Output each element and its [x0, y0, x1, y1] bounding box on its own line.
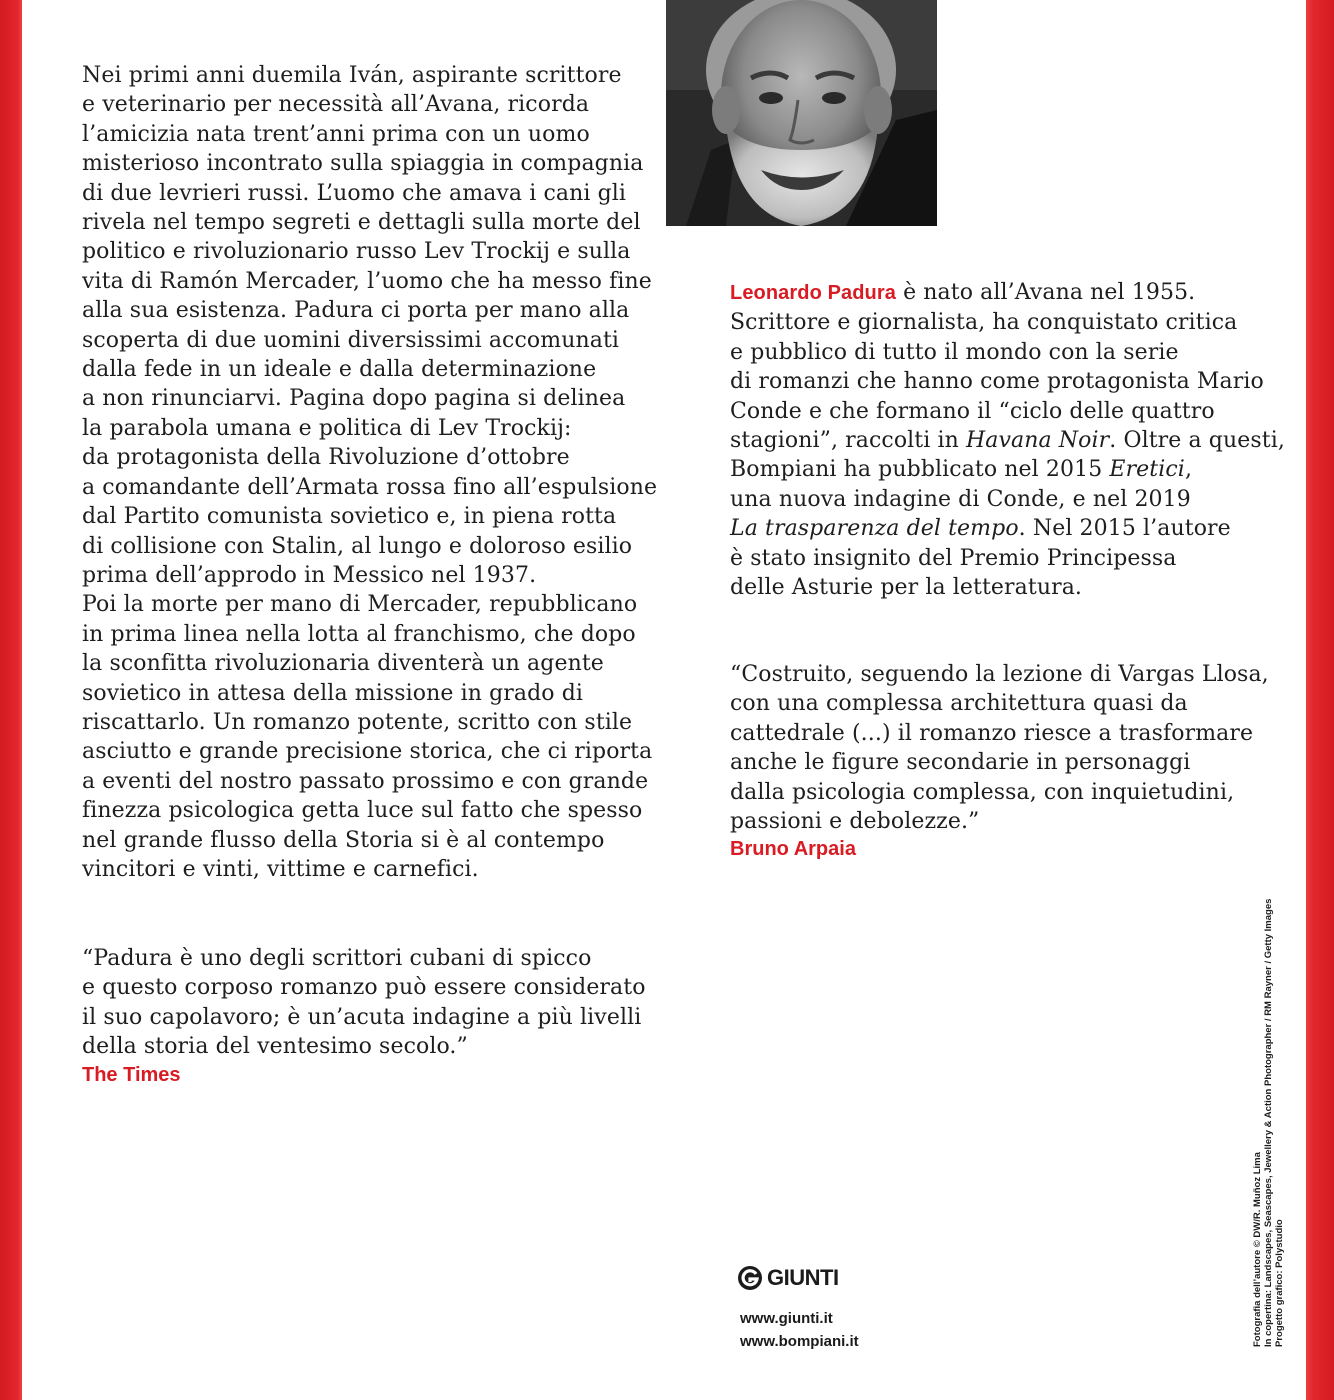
publisher-logo: [737, 1265, 839, 1291]
quote-line: con una complessa architettura quasi da: [730, 691, 1188, 717]
synopsis-line: la parabola umana e politica di Lev Trockij:: [82, 415, 572, 441]
synopsis-line: a comandante dell’Armata rossa fino all’espulsione: [82, 474, 658, 500]
synopsis-line: a eventi del nostro passato prossimo e con grande: [82, 768, 649, 794]
synopsis-line: misterioso incontrato sulla spiaggia in compagnia: [82, 151, 644, 177]
credit-line: Progetto grafico: Polystudio: [1274, 1219, 1285, 1347]
synopsis-line: Poi la morte per mano di Mercader, repubblicano: [82, 592, 638, 618]
synopsis-line: asciutto e grande precisione storica, che ci riporta: [82, 739, 653, 765]
quote-line: passioni e debolezze.”: [730, 809, 980, 835]
synopsis-line: Nei primi anni duemila Iván, aspirante scrittore: [82, 63, 622, 88]
image-credits: [1252, 899, 1285, 1347]
synopsis-line: prima dell’approdo in Messico nel 1937.: [82, 562, 537, 588]
giunti-g-icon: [737, 1265, 763, 1291]
synopsis-line: la sconfitta rivoluzionaria diventerà un agente: [82, 651, 604, 677]
bio-line: di romanzi che hanno come protagonista Mario: [730, 369, 1264, 395]
quote-line: della storia del ventesimo secolo.”: [82, 1034, 468, 1060]
bio-text: . Nel 2015 l’autore: [1018, 516, 1231, 542]
synopsis-line: di collisione con Stalin, al lungo e doloroso esilio: [82, 533, 633, 559]
bio-text: ,: [1184, 457, 1193, 483]
synopsis-line: in prima linea nella lotta al franchismo, che dopo: [82, 621, 636, 647]
bio-line: [730, 514, 1285, 543]
bio-text: stagioni”, raccolti in: [730, 428, 966, 454]
synopsis-line: da protagonista della Rivoluzione d’ottobre: [82, 445, 570, 471]
quote-line: e questo corposo romanzo può essere considerato: [82, 975, 646, 1001]
synopsis-line: vita di Ramón Mercader, l’uomo che ha messo fine: [82, 268, 652, 294]
quote-line: cattedrale (...) il romanzo riesce a trasformare: [730, 720, 1254, 746]
book-title: Eretici: [1109, 457, 1185, 483]
bio-line: [730, 278, 1285, 308]
book-title: Havana Noir: [965, 428, 1110, 454]
bio-line: delle Asturie per la letteratura.: [730, 575, 1083, 601]
publisher-url-bompiani[interactable]: www.bompiani.it: [740, 1333, 859, 1350]
synopsis-line: sovietico in attesa della missione in grado di: [82, 680, 584, 706]
author-portrait-illustration: [666, 0, 937, 226]
right-red-stripe: [1306, 0, 1334, 1400]
bio-line: e pubblico di tutto il mondo con la serie: [730, 339, 1179, 365]
quote-attribution-times: The Times: [82, 1064, 181, 1086]
left-red-stripe: [0, 0, 22, 1400]
review-quote-times: [82, 944, 646, 1062]
quote-line: “Padura è uno degli scrittori cubani di spicco: [82, 946, 592, 971]
publisher-url-giunti[interactable]: www.giunti.it: [740, 1310, 833, 1327]
book-title: La trasparenza del tempo: [730, 516, 1019, 542]
review-quote-arpaia: [730, 660, 1269, 836]
quote-line: anche le figure secondarie in personaggi: [730, 750, 1191, 776]
synopsis-text: [82, 61, 657, 884]
bio-line: Scrittore e giornalista, ha conquistato critica: [730, 310, 1238, 336]
synopsis-line: nel grande flusso della Storia si è al contempo: [82, 827, 605, 853]
quote-line: dalla psicologia complessa, con inquietudini,: [730, 779, 1235, 805]
synopsis-line: dalla fede in un ideale e dalla determinazione: [82, 357, 597, 383]
bio-line: è stato insignito del Premio Principessa: [730, 545, 1177, 571]
author-name: Leonardo Padura: [730, 282, 896, 304]
synopsis-line: politico e rivoluzionario russo Lev Trockij e sulla: [82, 239, 631, 265]
bio-line: Conde e che formano il “ciclo delle quattro: [730, 398, 1215, 424]
bio-text: Bompiani ha pubblicato nel 2015: [730, 457, 1110, 483]
synopsis-line: a non rinunciarvi. Pagina dopo pagina si delinea: [82, 386, 626, 412]
publisher-name: GIUNTI: [767, 1265, 839, 1290]
bio-line: [730, 426, 1285, 455]
author-photo: [666, 0, 937, 226]
bio-line: [730, 455, 1285, 484]
author-bio: [730, 278, 1285, 602]
synopsis-line: riscattarlo. Un romanzo potente, scritto con stile: [82, 709, 633, 735]
bio-line: una nuova indagine di Conde, e nel 2019: [730, 486, 1191, 512]
bio-text: è nato all’Avana nel 1955.: [895, 280, 1196, 305]
bio-text: . Oltre a questi,: [1109, 428, 1285, 454]
synopsis-line: vincitori e vinti, vittime e carnefici.: [82, 856, 479, 882]
quote-attribution-arpaia: Bruno Arpaia: [730, 838, 856, 860]
quote-line: il suo capolavoro; è un’acuta indagine a più livelli: [82, 1004, 642, 1030]
synopsis-line: dal Partito comunista sovietico e, in piena rotta: [82, 504, 617, 530]
synopsis-line: e veterinario per necessità all’Avana, ricorda: [82, 92, 590, 118]
credit-line: Fotografia dell’autore © DW/R. Muñoz Lima: [1252, 1152, 1263, 1347]
synopsis-line: scoperta di due uomini diversissimi accomunati: [82, 327, 620, 353]
synopsis-line: finezza psicologica getta luce sul fatto che spesso: [82, 798, 643, 824]
synopsis-line: di due levrieri russi. L’uomo che amava i cani gli: [82, 180, 627, 206]
synopsis-line: l’amicizia nata trent’anni prima con un uomo: [82, 121, 590, 147]
synopsis-line: alla sua esistenza. Padura ci porta per mano alla: [82, 298, 630, 324]
quote-line: “Costruito, seguendo la lezione di Vargas Llosa,: [730, 662, 1269, 687]
synopsis-line: rivela nel tempo segreti e dettagli sulla morte del: [82, 210, 641, 236]
credit-line: In copertina: Landscapes, Seascapes, Jewellery & Action Photographer / RM Rayner / Getty Images: [1263, 898, 1274, 1347]
